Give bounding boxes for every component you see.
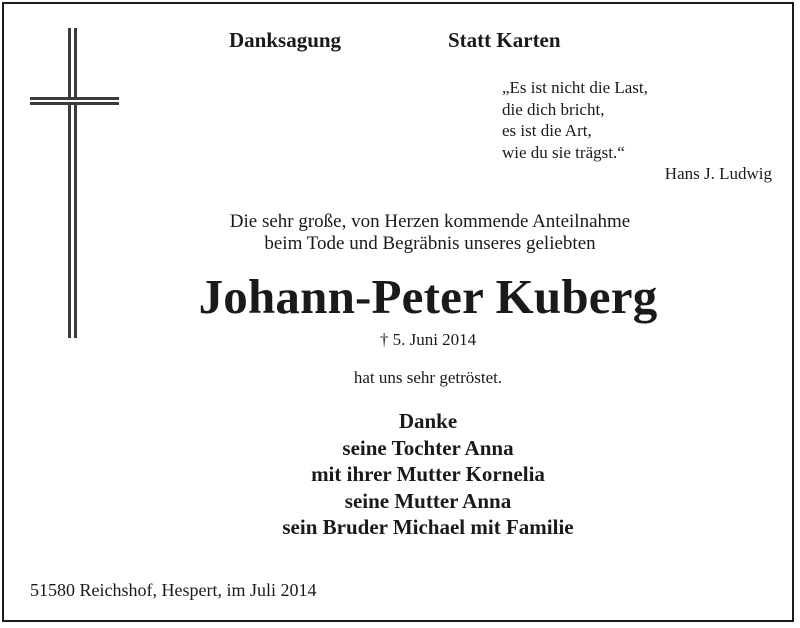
quote-block	[502, 77, 648, 163]
comfort-text: hat uns sehr getröstet.	[353, 368, 503, 387]
quote-line: „Es ist nicht die Last,	[502, 78, 648, 97]
quote-line: es ist die Art,	[502, 121, 592, 140]
intro-line: Die sehr große, von Herzen kommende Anteilnahme	[229, 211, 631, 232]
deceased-name: Johann-Peter Kuberg	[198, 269, 658, 324]
heading-danksagung: Danksagung	[229, 28, 342, 52]
quote-line: die dich bricht,	[502, 99, 605, 119]
footer-place-date: 51580 Reichshof, Hespert, im Juli 2014	[30, 580, 317, 600]
signer-line: seine Tochter Anna	[342, 435, 514, 460]
signer-line: Danke	[398, 409, 458, 433]
cross-center	[71, 100, 74, 102]
intro-line: beim Tode und Begräbnis unseres geliebten	[264, 233, 596, 254]
quote-author: Hans J. Ludwig	[664, 164, 772, 183]
heading-statt-karten: Statt Karten	[448, 28, 561, 52]
intro-text	[30, 211, 800, 255]
signer-line: mit ihrer Mutter Kornelia	[311, 462, 545, 486]
cross-horizontal-beam	[30, 97, 119, 105]
signer-line: sein Bruder Michael mit Familie	[282, 515, 574, 539]
death-date: † 5. Juni 2014	[379, 330, 477, 349]
signer-line: seine Mutter Anna	[344, 488, 512, 513]
quote-line: wie du sie trägst.“	[502, 142, 625, 162]
signers-block	[28, 408, 800, 541]
